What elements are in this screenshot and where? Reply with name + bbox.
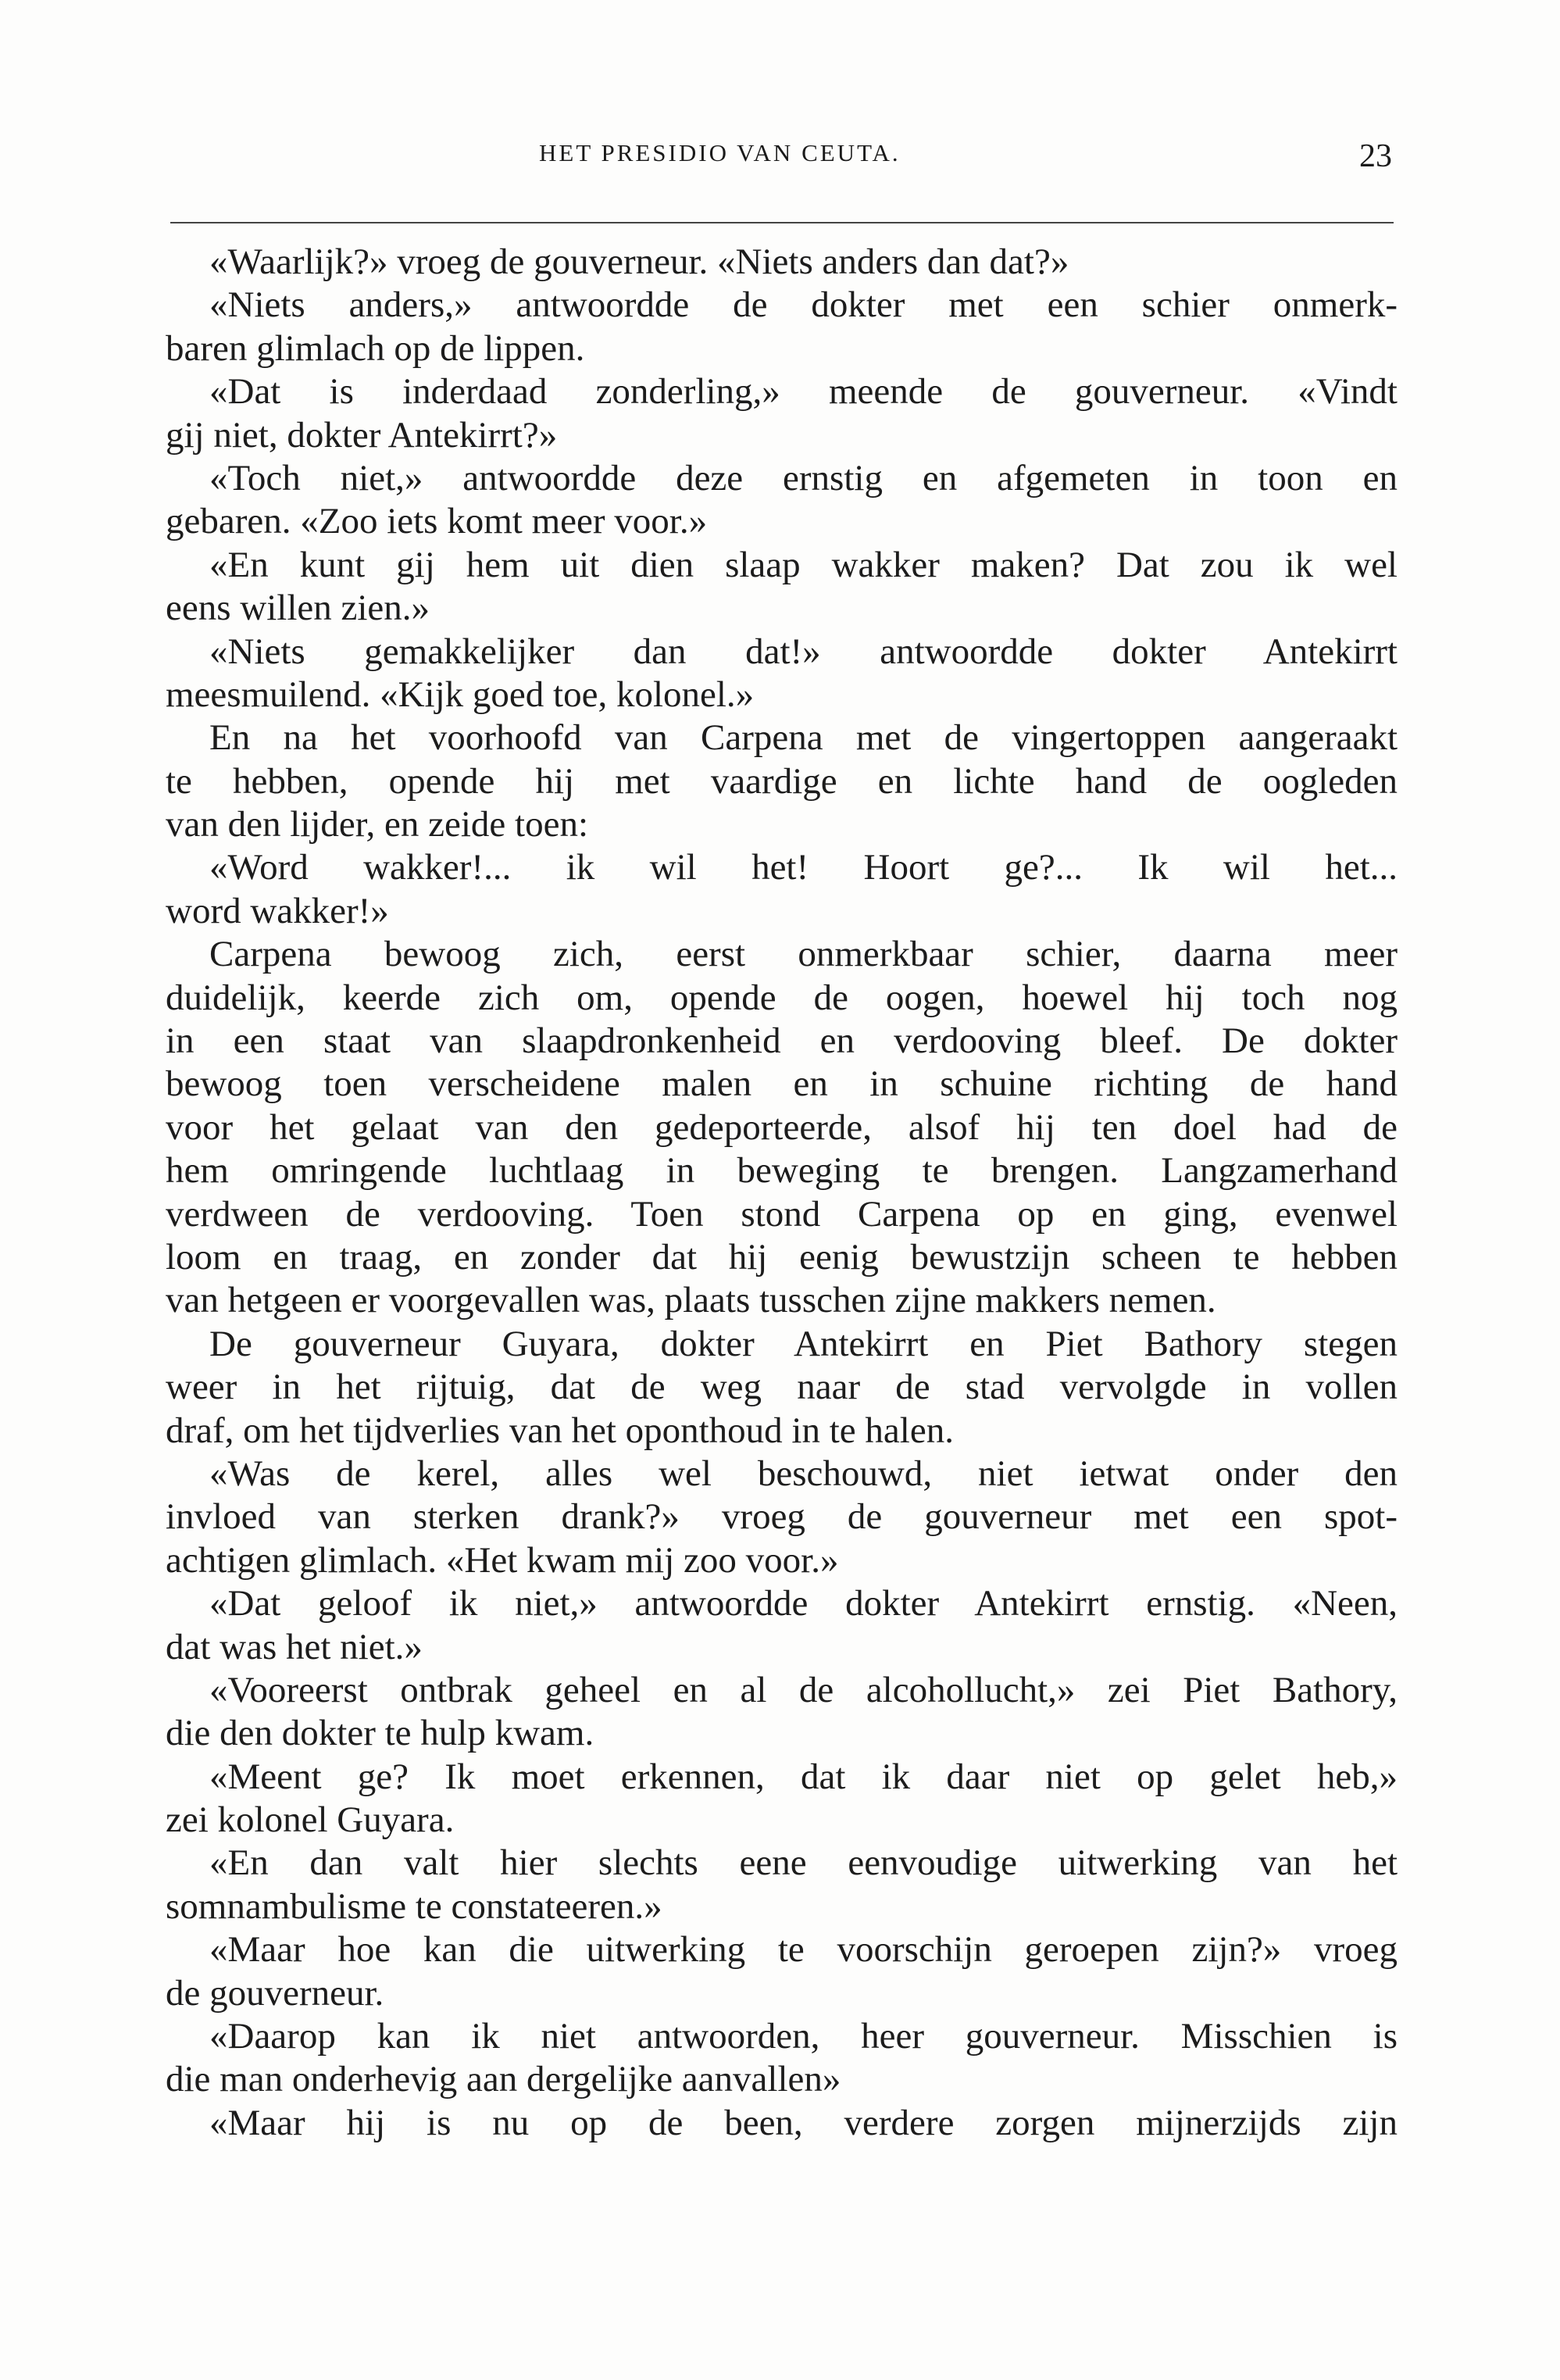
text-line: «Meent ge? Ik moet erkennen, dat ik daar niet op gelet heb,» — [209, 1756, 1398, 1797]
text-line: «Dat geloof ik niet,» antwoordde dokter Antekirrt ernstig. «Neen, — [209, 1583, 1398, 1624]
text-line: word wakker!» — [166, 890, 389, 931]
body-text — [166, 241, 1398, 2145]
text-line: «En kunt gij hem uit dien slaap wakker maken? Dat zou ik wel — [209, 544, 1398, 585]
text-line: meesmuilend. «Kijk goed toe, kolonel.» — [166, 674, 755, 715]
text-line: «Waarlijk?» vroeg de gouverneur. «Niets anders dan dat?» — [209, 241, 1069, 282]
text-line: «Vooreerst ontbrak geheel en al de alcohollucht,» zei Piet Bathory, — [209, 1669, 1398, 1710]
text-line: achtigen glimlach. «Het kwam mij zoo voor.» — [166, 1539, 839, 1581]
text-line: gebaren. «Zoo iets komt meer voor.» — [166, 501, 708, 542]
text-line: zei kolonel Guyara. — [166, 1799, 455, 1841]
text-line: «Was de kerel, alles wel beschouwd, niet ietwat onder den — [209, 1453, 1398, 1494]
text-line: dat was het niet.» — [166, 1626, 423, 1667]
header-rule — [170, 222, 1394, 223]
text-line: draf, om het tijdverlies van het oponthoud in te halen. — [166, 1410, 954, 1451]
text-line: gij niet, dokter Antekirrt?» — [166, 414, 558, 456]
text-line: die man onderhevig aan dergelijke aanvallen» — [166, 2059, 841, 2100]
page-number: 23 — [1359, 138, 1392, 174]
text-line: somnambulisme te constateeren.» — [166, 1885, 662, 1927]
text-line: «Niets gemakkelijker dan dat!» antwoordde dokter Antekirrt — [209, 631, 1398, 672]
text-line: te hebben, opende hij met vaardige en lichte hand de oogleden — [166, 760, 1398, 802]
text-line: De gouverneur Guyara, dokter Antekirrt en Piet Bathory stegen — [209, 1323, 1398, 1364]
text-line: de gouverneur. — [166, 1972, 384, 2014]
text-line: «Toch niet,» antwoordde deze ernstig en afgemeten in toon en — [209, 457, 1398, 499]
text-line: verdween de verdooving. Toen stond Carpena op en ging, evenwel — [166, 1193, 1398, 1235]
text-line: eens willen zien.» — [166, 588, 430, 629]
text-line: «Maar hij is nu op de been, verdere zorgen mijnerzijds zijn — [209, 2102, 1398, 2143]
text-line: van den lijder, en zeide toen: — [166, 804, 589, 845]
text-line: invloed van sterken drank?» vroeg de gouverneur met een spot- — [166, 1496, 1398, 1538]
text-line: bewoog toen verscheidene malen en in schuine richting de hand — [166, 1063, 1398, 1105]
text-line: in een staat van slaapdronkenheid en verdooving bleef. De dokter — [166, 1020, 1398, 1062]
running-head: HET PRESIDIO VAN CEUTA. — [539, 139, 901, 166]
text-line: «Daarop kan ik niet antwoorden, heer gouverneur. Misschien is — [209, 2016, 1398, 2057]
text-line: Carpena bewoog zich, eerst onmerkbaar schier, daarna meer — [209, 934, 1398, 975]
text-line: baren glimlach op de lippen. — [166, 327, 585, 369]
text-line: «Niets anders,» antwoordde de dokter met een schier onmerk- — [209, 284, 1398, 326]
text-line: van hetgeen er voorgevallen was, plaats tusschen zijne makkers nemen. — [166, 1280, 1216, 1321]
text-line: «Word wakker!... ik wil het! Hoort ge?... Ik wil het... — [209, 847, 1398, 888]
text-line: hem omringende luchtlaag in beweging te brengen. Langzamerhand — [166, 1150, 1398, 1192]
text-line: loom en traag, en zonder dat hij eenig bewustzijn scheen te hebben — [166, 1236, 1398, 1278]
text-line: En na het voorhoofd van Carpena met de vingertoppen aangeraakt — [209, 717, 1398, 759]
text-line: «Dat is inderdaad zonderling,» meende de gouverneur. «Vindt — [209, 371, 1398, 413]
text-line: «En dan valt hier slechts eene eenvoudige uitwerking van het — [209, 1842, 1398, 1884]
text-line: duidelijk, keerde zich om, opende de oogen, hoewel hij toch nog — [166, 977, 1398, 1018]
text-line: weer in het rijtuig, dat de weg naar de stad vervolgde in vollen — [166, 1367, 1398, 1408]
text-line: voor het gelaat van den gedeporteerde, alsof hij ten doel had de — [166, 1106, 1398, 1148]
text-line: «Maar hoe kan die uitwerking te voorschijn geroepen zijn?» vroeg — [209, 1929, 1398, 1971]
text-line: die den dokter te hulp kwam. — [166, 1713, 594, 1754]
